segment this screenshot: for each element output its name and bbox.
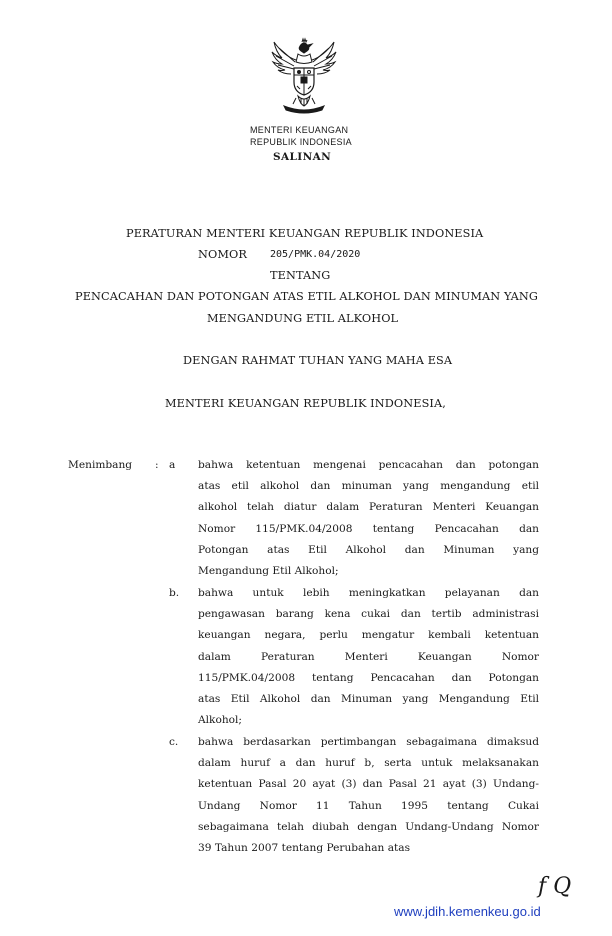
- org-line-2: REPUBLIK INDONESIA: [250, 137, 352, 147]
- clause-line: alkohol telah diatur dalam Peraturan Menteri Keuangan: [198, 501, 539, 514]
- number-label: NOMOR: [198, 248, 247, 261]
- regulation-title: PERATURAN MENTERI KEUANGAN REPUBLIK INDONESIA: [126, 227, 484, 240]
- item-marker-c: c.: [169, 736, 179, 748]
- clause-line: 115/PMK.04/2008 tentang Pencacahan dan Potongan: [198, 671, 539, 684]
- clause-line: Alkohol;: [198, 714, 242, 727]
- copy-stamp: SALINAN: [273, 151, 332, 163]
- clause-line: Potongan atas Etil Alkohol dan Minuman yang: [198, 543, 539, 556]
- about-label: TENTANG: [270, 269, 331, 282]
- consideration-item-b: [198, 583, 539, 731]
- clause-line: bahwa ketentuan mengenai pencacahan dan potongan: [198, 459, 539, 471]
- garuda-emblem-icon: [262, 36, 346, 120]
- clause-line: keuangan negara, perlu mengatur kembali ketentuan: [198, 629, 539, 642]
- clause-line: pengawasan barang kena cukai dan tertib administrasi: [198, 608, 539, 621]
- considerations-separator: :: [155, 459, 159, 471]
- subject-line-2: MENGANDUNG ETIL ALKOHOL: [207, 312, 399, 325]
- clause-line: dalam Peraturan Menteri Keuangan Nomor: [198, 650, 539, 663]
- clause-line: Undang Nomor 11 Tahun 1995 tentang Cukai: [198, 799, 539, 812]
- clause-line: bahwa berdasarkan pertimbangan sebagaimana dimaksud: [198, 736, 539, 748]
- clause-line: Mengandung Etil Alkohol;: [198, 565, 339, 578]
- clause-line: dalam huruf a dan huruf b, serta untuk melaksanakan: [198, 757, 539, 770]
- clause-line: bahwa untuk lebih meningkatkan pelayanan dan: [198, 587, 539, 599]
- consideration-item-a: [198, 455, 539, 582]
- website-link[interactable]: www.jdih.kemenkeu.go.id: [394, 904, 541, 919]
- clause-line: 39 Tahun 2007 tentang Perubahan atas: [198, 842, 411, 855]
- issuer: MENTERI KEUANGAN REPUBLIK INDONESIA,: [165, 397, 446, 410]
- consideration-item-c: [198, 732, 539, 859]
- item-marker-b: b.: [169, 587, 180, 599]
- org-line-1: MENTERI KEUANGAN: [250, 125, 349, 135]
- clause-line: sebagaimana telah diubah dengan Undang-Undang Nomor: [198, 820, 539, 833]
- clause-line: Nomor 115/PMK.04/2008 tentang Pencacahan dan: [198, 522, 539, 535]
- considerations-label: Menimbang: [68, 459, 133, 471]
- handwritten-initials: f Q: [538, 874, 572, 899]
- regulation-number: 205/PMK.04/2020: [270, 249, 361, 260]
- subject-line-1: PENCACAHAN DAN POTONGAN ATAS ETIL ALKOHOL DAN MINUMAN YANG: [75, 290, 539, 303]
- org-name: [250, 124, 352, 148]
- clause-line: atas etil alkohol dan minuman yang mengandung etil: [198, 480, 539, 493]
- invocation: DENGAN RAHMAT TUHAN YANG MAHA ESA: [183, 354, 453, 367]
- clause-line: ketentuan Pasal 20 ayat (3) dan Pasal 21 ayat (3) Undang-: [198, 778, 539, 791]
- clause-line: atas Etil Alkohol dan Minuman yang Mengandung Etil: [198, 693, 539, 706]
- item-marker-a: a: [169, 459, 176, 471]
